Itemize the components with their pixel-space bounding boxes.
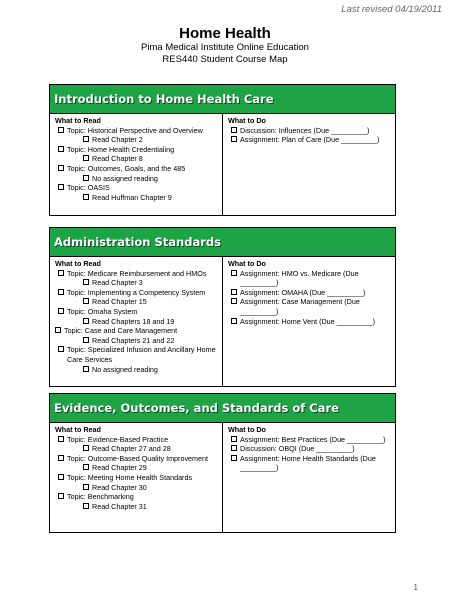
- checklist-item: [55, 145, 219, 155]
- checklist-item-text: Discussion: Influences (Due _________): [240, 125, 370, 135]
- checklist-item-text: No assigned reading: [92, 364, 158, 374]
- checklist-item: [228, 435, 392, 445]
- checklist-item: [55, 297, 219, 307]
- checklist-item-text: Read Chapter 27 and 28: [92, 444, 171, 454]
- checklist-item: [55, 463, 219, 473]
- checklist-item-text: Assignment: OMAHA (Due _________): [240, 287, 366, 297]
- checkbox-icon[interactable]: [58, 455, 64, 461]
- checkbox-icon[interactable]: [58, 436, 64, 442]
- checklist-item-text: Topic: Outcome-Based Quality Improvement: [67, 453, 209, 463]
- checklist-item: [55, 345, 219, 364]
- checklist-item-text: Read Chapters 21 and 22: [92, 335, 175, 345]
- checkbox-icon[interactable]: [58, 184, 64, 190]
- page-number: 1: [413, 583, 418, 592]
- checkbox-icon[interactable]: [231, 270, 237, 276]
- document-header: [0, 25, 450, 66]
- checkbox-icon[interactable]: [83, 318, 89, 324]
- checkbox-icon[interactable]: [58, 127, 64, 133]
- checkbox-icon[interactable]: [83, 298, 89, 304]
- checkbox-icon[interactable]: [231, 127, 237, 133]
- checkbox-icon[interactable]: [58, 474, 64, 480]
- checkbox-icon[interactable]: [83, 155, 89, 161]
- checklist-item: [55, 317, 219, 327]
- checklist-item-text: Read Huffman Chapter 9: [92, 192, 172, 202]
- what-to-do-column: [222, 114, 395, 215]
- checkbox-icon[interactable]: [83, 194, 89, 200]
- do-list: [228, 435, 392, 473]
- checklist-item: [55, 483, 219, 493]
- checklist-item: [55, 288, 219, 298]
- checklist-item-text: Topic: Evidence-Based Practice: [67, 434, 169, 444]
- module-title: Introduction to Home Health Care: [54, 92, 274, 106]
- checklist-item: [228, 297, 392, 316]
- checklist-item-text: Topic: OASIS: [67, 183, 110, 193]
- checklist-item: [55, 278, 219, 288]
- checklist-item: [55, 444, 219, 454]
- checklist-item: [55, 365, 219, 375]
- do-list: [228, 126, 392, 145]
- checklist-item: [55, 326, 219, 336]
- checklist-item: [55, 492, 219, 502]
- checkbox-icon[interactable]: [58, 289, 64, 295]
- checklist-item-text: Topic: Case and Care Management: [64, 326, 178, 336]
- checklist-item-text: Assignment: Best Practices (Due _________): [240, 434, 386, 444]
- checklist-item-text: Assignment: Case Management (Due _________): [240, 297, 360, 316]
- checkbox-icon[interactable]: [83, 136, 89, 142]
- checklist-item: [55, 154, 219, 164]
- checkbox-icon[interactable]: [231, 436, 237, 442]
- checklist-item: [55, 193, 219, 203]
- checklist-item-text: Topic: Implementing a Competency System: [67, 287, 206, 297]
- what-to-do-heading: What to Do: [228, 425, 266, 434]
- checklist-item: [55, 135, 219, 145]
- checkbox-icon[interactable]: [83, 503, 89, 509]
- do-list: [228, 269, 392, 327]
- document-title: Home Health: [179, 25, 271, 42]
- course-map-name: RES440 Student Course Map: [162, 54, 288, 65]
- checkbox-icon[interactable]: [58, 308, 64, 314]
- checklist-item-text: Topic: Home Health Credentialing: [67, 144, 175, 154]
- checklist-item-text: Read Chapter 2: [92, 135, 143, 145]
- module-1: [49, 84, 396, 216]
- what-to-read-column: [50, 257, 222, 386]
- checklist-item: [55, 454, 219, 464]
- checklist-item-text: Topic: Medicare Reimbursement and HMOs: [67, 268, 207, 278]
- checklist-item: [55, 502, 219, 512]
- checkbox-icon[interactable]: [58, 270, 64, 276]
- what-to-read-column: [50, 114, 222, 215]
- checkbox-icon[interactable]: [231, 318, 237, 324]
- checkbox-icon[interactable]: [231, 289, 237, 295]
- module-title: Evidence, Outcomes, and Standards of Care: [54, 401, 339, 415]
- read-list: [55, 126, 219, 203]
- checklist-item: [228, 454, 392, 473]
- checkbox-icon[interactable]: [58, 493, 64, 499]
- what-to-do-heading: What to Do: [228, 116, 266, 125]
- checklist-item-text: Topic: Historical Perspective and Overview: [67, 125, 203, 135]
- checklist-item: [228, 126, 392, 136]
- checklist-item: [228, 317, 392, 327]
- checklist-item: [55, 269, 219, 279]
- last-revised-date: Last revised 04/19/2011: [341, 4, 442, 15]
- checklist-item-text: Topic: Outcomes, Goals, and the 485: [67, 163, 186, 173]
- module-header: [50, 394, 395, 423]
- checklist-item-text: Read Chapter 31: [92, 501, 147, 511]
- checklist-item-text: Assignment: Home Vent (Due _________): [240, 316, 376, 326]
- what-to-read-heading: What to Read: [55, 425, 101, 434]
- checklist-item: [228, 135, 392, 145]
- checklist-item-text: No assigned reading: [92, 173, 158, 183]
- checklist-item-text: Discussion: OBQI (Due _________): [240, 444, 355, 454]
- what-to-read-column: [50, 423, 222, 532]
- what-to-read-heading: What to Read: [55, 116, 101, 125]
- checklist-item: [55, 336, 219, 346]
- what-to-do-column: [222, 423, 395, 532]
- checklist-item: [228, 269, 392, 288]
- institution-name: Pima Medical Institute Online Education: [141, 42, 309, 53]
- checkbox-icon[interactable]: [231, 298, 237, 304]
- checklist-item: [55, 435, 219, 445]
- checkbox-icon[interactable]: [231, 455, 237, 461]
- checkbox-icon[interactable]: [58, 146, 64, 152]
- checkbox-icon[interactable]: [58, 346, 64, 352]
- checklist-item-text: Topic: Omaha System: [67, 306, 138, 316]
- checklist-item-text: Topic: Benchmarking: [67, 492, 134, 502]
- checkbox-icon[interactable]: [83, 464, 89, 470]
- read-list: [55, 435, 219, 512]
- checklist-item-text: Read Chapter 15: [92, 297, 147, 307]
- module-2: [49, 227, 396, 387]
- module-3: [49, 393, 396, 533]
- checklist-item-text: Assignment: Plan of Care (Due _________): [240, 135, 380, 145]
- checklist-item-text: Assignment: Home Health Standards (Due _________): [240, 453, 376, 473]
- checkbox-icon[interactable]: [231, 445, 237, 451]
- checkbox-icon[interactable]: [83, 484, 89, 490]
- checkbox-icon[interactable]: [231, 136, 237, 142]
- checkbox-icon[interactable]: [55, 327, 61, 333]
- checklist-item-text: Topic: Meeting Home Health Standards: [67, 472, 193, 482]
- checklist-item-text: Read Chapter 29: [92, 463, 147, 473]
- checklist-item: [55, 164, 219, 174]
- checklist-item: [55, 126, 219, 136]
- checklist-item: [55, 174, 219, 184]
- module-title: Administration Standards: [54, 235, 221, 249]
- checklist-item: [55, 473, 219, 483]
- checklist-item-text: Assignment: HMO vs. Medicare (Due _________): [240, 268, 359, 288]
- module-header: [50, 228, 395, 257]
- checkbox-icon[interactable]: [83, 175, 89, 181]
- checklist-item-text: Read Chapters 18 and 19: [92, 316, 175, 326]
- read-list: [55, 269, 219, 375]
- checklist-item: [55, 183, 219, 193]
- checklist-item: [228, 444, 392, 454]
- checkbox-icon[interactable]: [83, 337, 89, 343]
- module-header: [50, 85, 395, 114]
- checklist-item-text: Read Chapter 30: [92, 482, 147, 492]
- checklist-item-text: Topic: Specialized Infusion and Ancillary Home Care Services: [67, 345, 216, 364]
- checklist-item-text: Read Chapter 3: [92, 278, 143, 288]
- checklist-item: [228, 288, 392, 298]
- checklist-item: [55, 307, 219, 317]
- checkbox-icon[interactable]: [58, 165, 64, 171]
- checkbox-icon[interactable]: [83, 366, 89, 372]
- checklist-item-text: Read Chapter 8: [92, 154, 143, 164]
- what-to-do-heading: What to Do: [228, 259, 266, 268]
- what-to-read-heading: What to Read: [55, 259, 101, 268]
- checkbox-icon[interactable]: [83, 445, 89, 451]
- checkbox-icon[interactable]: [83, 279, 89, 285]
- what-to-do-column: [222, 257, 395, 386]
